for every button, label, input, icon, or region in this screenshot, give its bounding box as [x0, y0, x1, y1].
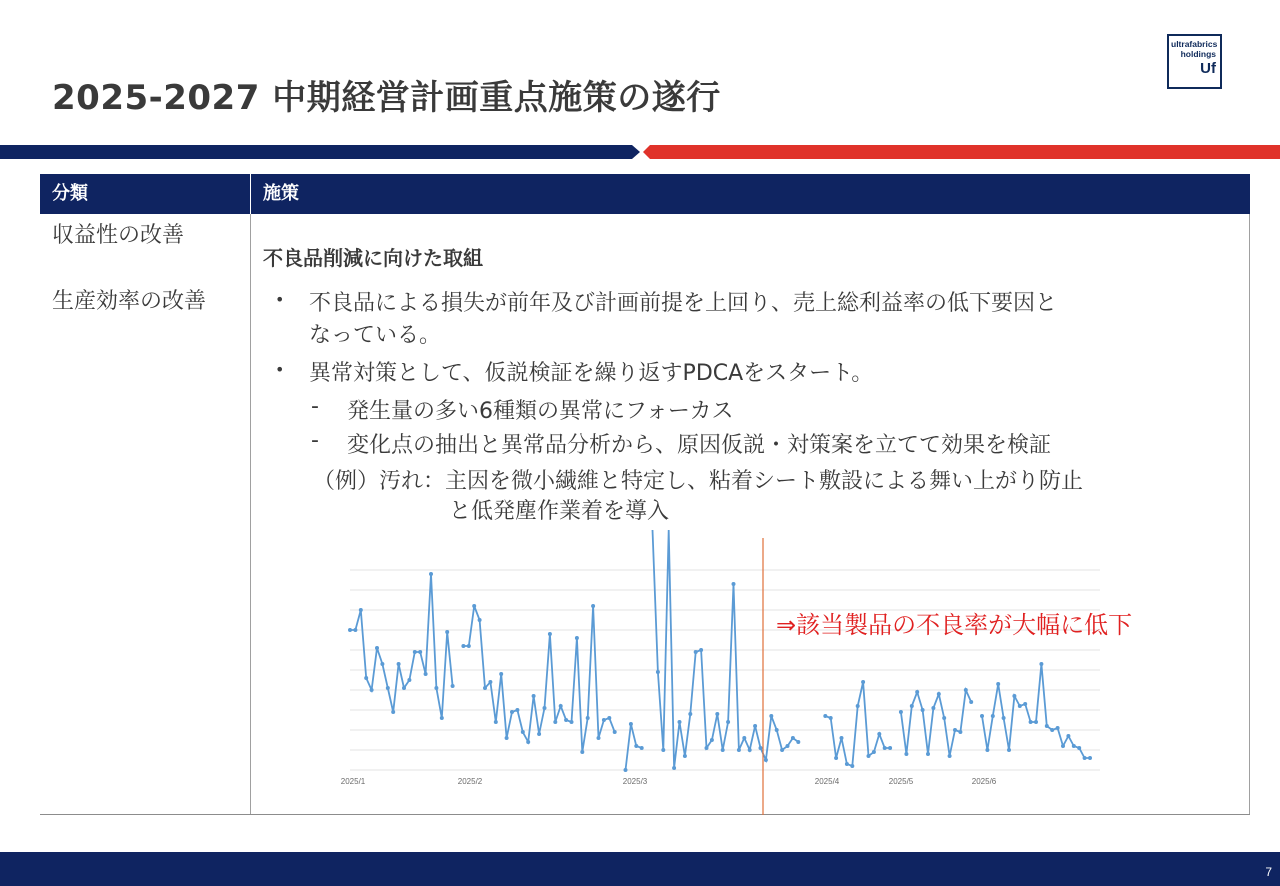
data-point: [1018, 704, 1022, 708]
data-point: [624, 768, 628, 772]
data-point: [796, 740, 800, 744]
data-point: [613, 730, 617, 734]
company-logo: [1167, 34, 1222, 89]
page-title: 2025-2027 中期経営計画重点施策の遂行: [52, 78, 721, 118]
data-point: [607, 716, 611, 720]
data-point: [461, 644, 465, 648]
section-heading: 不良品削減に向けた取組: [263, 246, 483, 270]
data-point: [915, 690, 919, 694]
example-line-1: （例）汚れ：主因を微小繊維と特定し、粘着シート敷設による舞い上がり防止: [313, 469, 1084, 494]
data-point: [861, 680, 865, 684]
data-point: [683, 754, 687, 758]
data-point: [996, 682, 1000, 686]
page-number: 7: [1265, 865, 1272, 879]
data-point: [634, 744, 638, 748]
data-point: [688, 712, 692, 716]
x-tick-label: 2025/5: [888, 777, 914, 786]
data-point: [499, 672, 503, 676]
data-point: [375, 646, 379, 650]
data-point: [548, 632, 552, 636]
data-point: [942, 716, 946, 720]
example-line-2: と低発塵作業着を導入: [449, 499, 670, 524]
data-point: [515, 708, 519, 712]
data-point: [434, 686, 438, 690]
data-point: [1012, 694, 1016, 698]
data-point: [505, 736, 509, 740]
data-point: [829, 716, 833, 720]
sub-item-1: 発生量の多い6種類の異常にフォーカス: [347, 399, 734, 424]
data-point: [872, 750, 876, 754]
data-point: [921, 708, 925, 712]
data-point: [780, 748, 784, 752]
sub-dash: -: [311, 394, 319, 419]
data-point: [850, 764, 854, 768]
logo-line-3: Uf: [1200, 60, 1216, 77]
data-point: [348, 628, 352, 632]
data-point: [526, 740, 530, 744]
data-point: [1066, 734, 1070, 738]
series-line: [350, 574, 453, 718]
data-point: [953, 728, 957, 732]
data-point: [899, 710, 903, 714]
bullet-mark: •: [275, 360, 285, 379]
data-point: [742, 736, 746, 740]
data-point: [445, 630, 449, 634]
data-point: [748, 748, 752, 752]
logo-line-1: ultrafabrics: [1171, 39, 1218, 49]
header-divider-band: [0, 145, 1280, 159]
header-measure: 施策: [263, 183, 299, 204]
table-header: [40, 174, 1250, 214]
data-point: [958, 730, 962, 734]
data-point: [472, 604, 476, 608]
data-point: [575, 636, 579, 640]
data-point: [640, 746, 644, 750]
data-point: [883, 746, 887, 750]
data-point: [413, 650, 417, 654]
data-point: [602, 718, 606, 722]
data-point: [931, 706, 935, 710]
x-tick-label: 2025/3: [622, 777, 648, 786]
data-point: [845, 762, 849, 766]
data-point: [985, 748, 989, 752]
series-line: [653, 530, 799, 768]
data-point: [721, 748, 725, 752]
data-point: [888, 746, 892, 750]
data-point: [1077, 746, 1081, 750]
data-point: [1039, 662, 1043, 666]
red-band: [643, 145, 1280, 159]
series-line: [901, 690, 971, 756]
data-point: [1083, 756, 1087, 760]
x-tick-label: 2025/1: [340, 777, 366, 786]
data-point: [969, 700, 973, 704]
data-point: [1061, 744, 1065, 748]
data-point: [980, 714, 984, 718]
x-tick-label: 2025/2: [457, 777, 483, 786]
data-point: [532, 694, 536, 698]
data-point: [353, 628, 357, 632]
data-point: [543, 706, 547, 710]
data-point: [753, 724, 757, 728]
data-point: [564, 718, 568, 722]
data-point: [359, 608, 363, 612]
data-point: [418, 650, 422, 654]
data-point: [840, 736, 844, 740]
data-point: [429, 572, 433, 576]
data-point: [391, 710, 395, 714]
data-point: [521, 730, 525, 734]
data-point: [948, 754, 952, 758]
chart-series: [348, 530, 1092, 772]
data-point: [856, 704, 860, 708]
bullet-2-line-1: 異常対策として、仮説検証を繰り返すPDCAをスタート。: [309, 361, 874, 386]
data-point: [488, 680, 492, 684]
data-point: [386, 686, 390, 690]
data-point: [661, 748, 665, 752]
sub-item-2: 変化点の抽出と異常品分析から、原因仮説・対策案を立てて効果を検証: [347, 433, 1052, 458]
data-point: [834, 756, 838, 760]
data-point: [764, 758, 768, 762]
data-point: [559, 704, 563, 708]
chart-annotation: ⇒該当製品の不良率が大幅に低下: [776, 611, 1133, 639]
data-point: [823, 714, 827, 718]
data-point: [1023, 702, 1027, 706]
data-point: [407, 678, 411, 682]
bullet-1-line-2: なっている。: [309, 323, 442, 348]
data-point: [483, 686, 487, 690]
data-point: [710, 738, 714, 742]
data-point: [656, 670, 660, 674]
data-point: [1045, 724, 1049, 728]
data-point: [769, 714, 773, 718]
header-category: 分類: [52, 183, 88, 204]
data-point: [694, 650, 698, 654]
data-point: [424, 672, 428, 676]
logo-line-2: holdings: [1180, 49, 1216, 59]
data-point: [553, 720, 557, 724]
data-point: [1050, 728, 1054, 732]
data-point: [440, 716, 444, 720]
x-tick-label: 2025/4: [814, 777, 840, 786]
data-point: [737, 748, 741, 752]
navy-band: [0, 145, 640, 159]
data-point: [597, 736, 601, 740]
data-point: [1029, 720, 1033, 724]
data-point: [759, 746, 763, 750]
data-point: [537, 732, 541, 736]
data-point: [904, 752, 908, 756]
data-point: [705, 746, 709, 750]
data-point: [1072, 744, 1076, 748]
data-point: [732, 582, 736, 586]
series-line: [825, 682, 890, 766]
data-point: [364, 676, 368, 680]
bullet-1-line-1: 不良品による損失が前年及び計画前提を上回り、売上総利益率の低下要因と: [309, 291, 1058, 316]
defect-rate-chart: [300, 530, 1180, 820]
data-point: [678, 720, 682, 724]
chart-x-ticks: [341, 777, 997, 786]
data-point: [786, 744, 790, 748]
data-point: [1088, 756, 1092, 760]
data-point: [370, 688, 374, 692]
data-point: [451, 684, 455, 688]
data-point: [964, 688, 968, 692]
data-point: [380, 662, 384, 666]
data-point: [397, 662, 401, 666]
sub-dash: -: [311, 428, 319, 453]
data-point: [726, 720, 730, 724]
series-line: [982, 664, 1090, 758]
data-point: [867, 754, 871, 758]
data-point: [478, 618, 482, 622]
category-efficiency: 生産効率の改善: [52, 289, 207, 314]
data-point: [910, 704, 914, 708]
x-tick-label: 2025/6: [971, 777, 997, 786]
data-point: [467, 644, 471, 648]
footer-bar: [0, 852, 1280, 886]
series-line: [626, 724, 642, 770]
category-column: [40, 214, 251, 814]
data-point: [510, 710, 514, 714]
data-point: [580, 750, 584, 754]
data-point: [715, 712, 719, 716]
data-point: [991, 714, 995, 718]
category-profitability: 収益性の改善: [52, 223, 185, 248]
data-point: [629, 722, 633, 726]
data-point: [775, 728, 779, 732]
data-point: [494, 720, 498, 724]
data-point: [570, 720, 574, 724]
data-point: [926, 752, 930, 756]
bullet-mark: •: [275, 290, 285, 309]
data-point: [877, 732, 881, 736]
data-point: [1007, 748, 1011, 752]
data-point: [1034, 720, 1038, 724]
data-point: [1002, 716, 1006, 720]
data-point: [402, 686, 406, 690]
data-point: [672, 766, 676, 770]
data-point: [791, 736, 795, 740]
data-point: [1056, 726, 1060, 730]
data-point: [699, 648, 703, 652]
data-point: [591, 604, 595, 608]
data-point: [937, 692, 941, 696]
header-separator: [250, 174, 251, 214]
data-point: [586, 716, 590, 720]
